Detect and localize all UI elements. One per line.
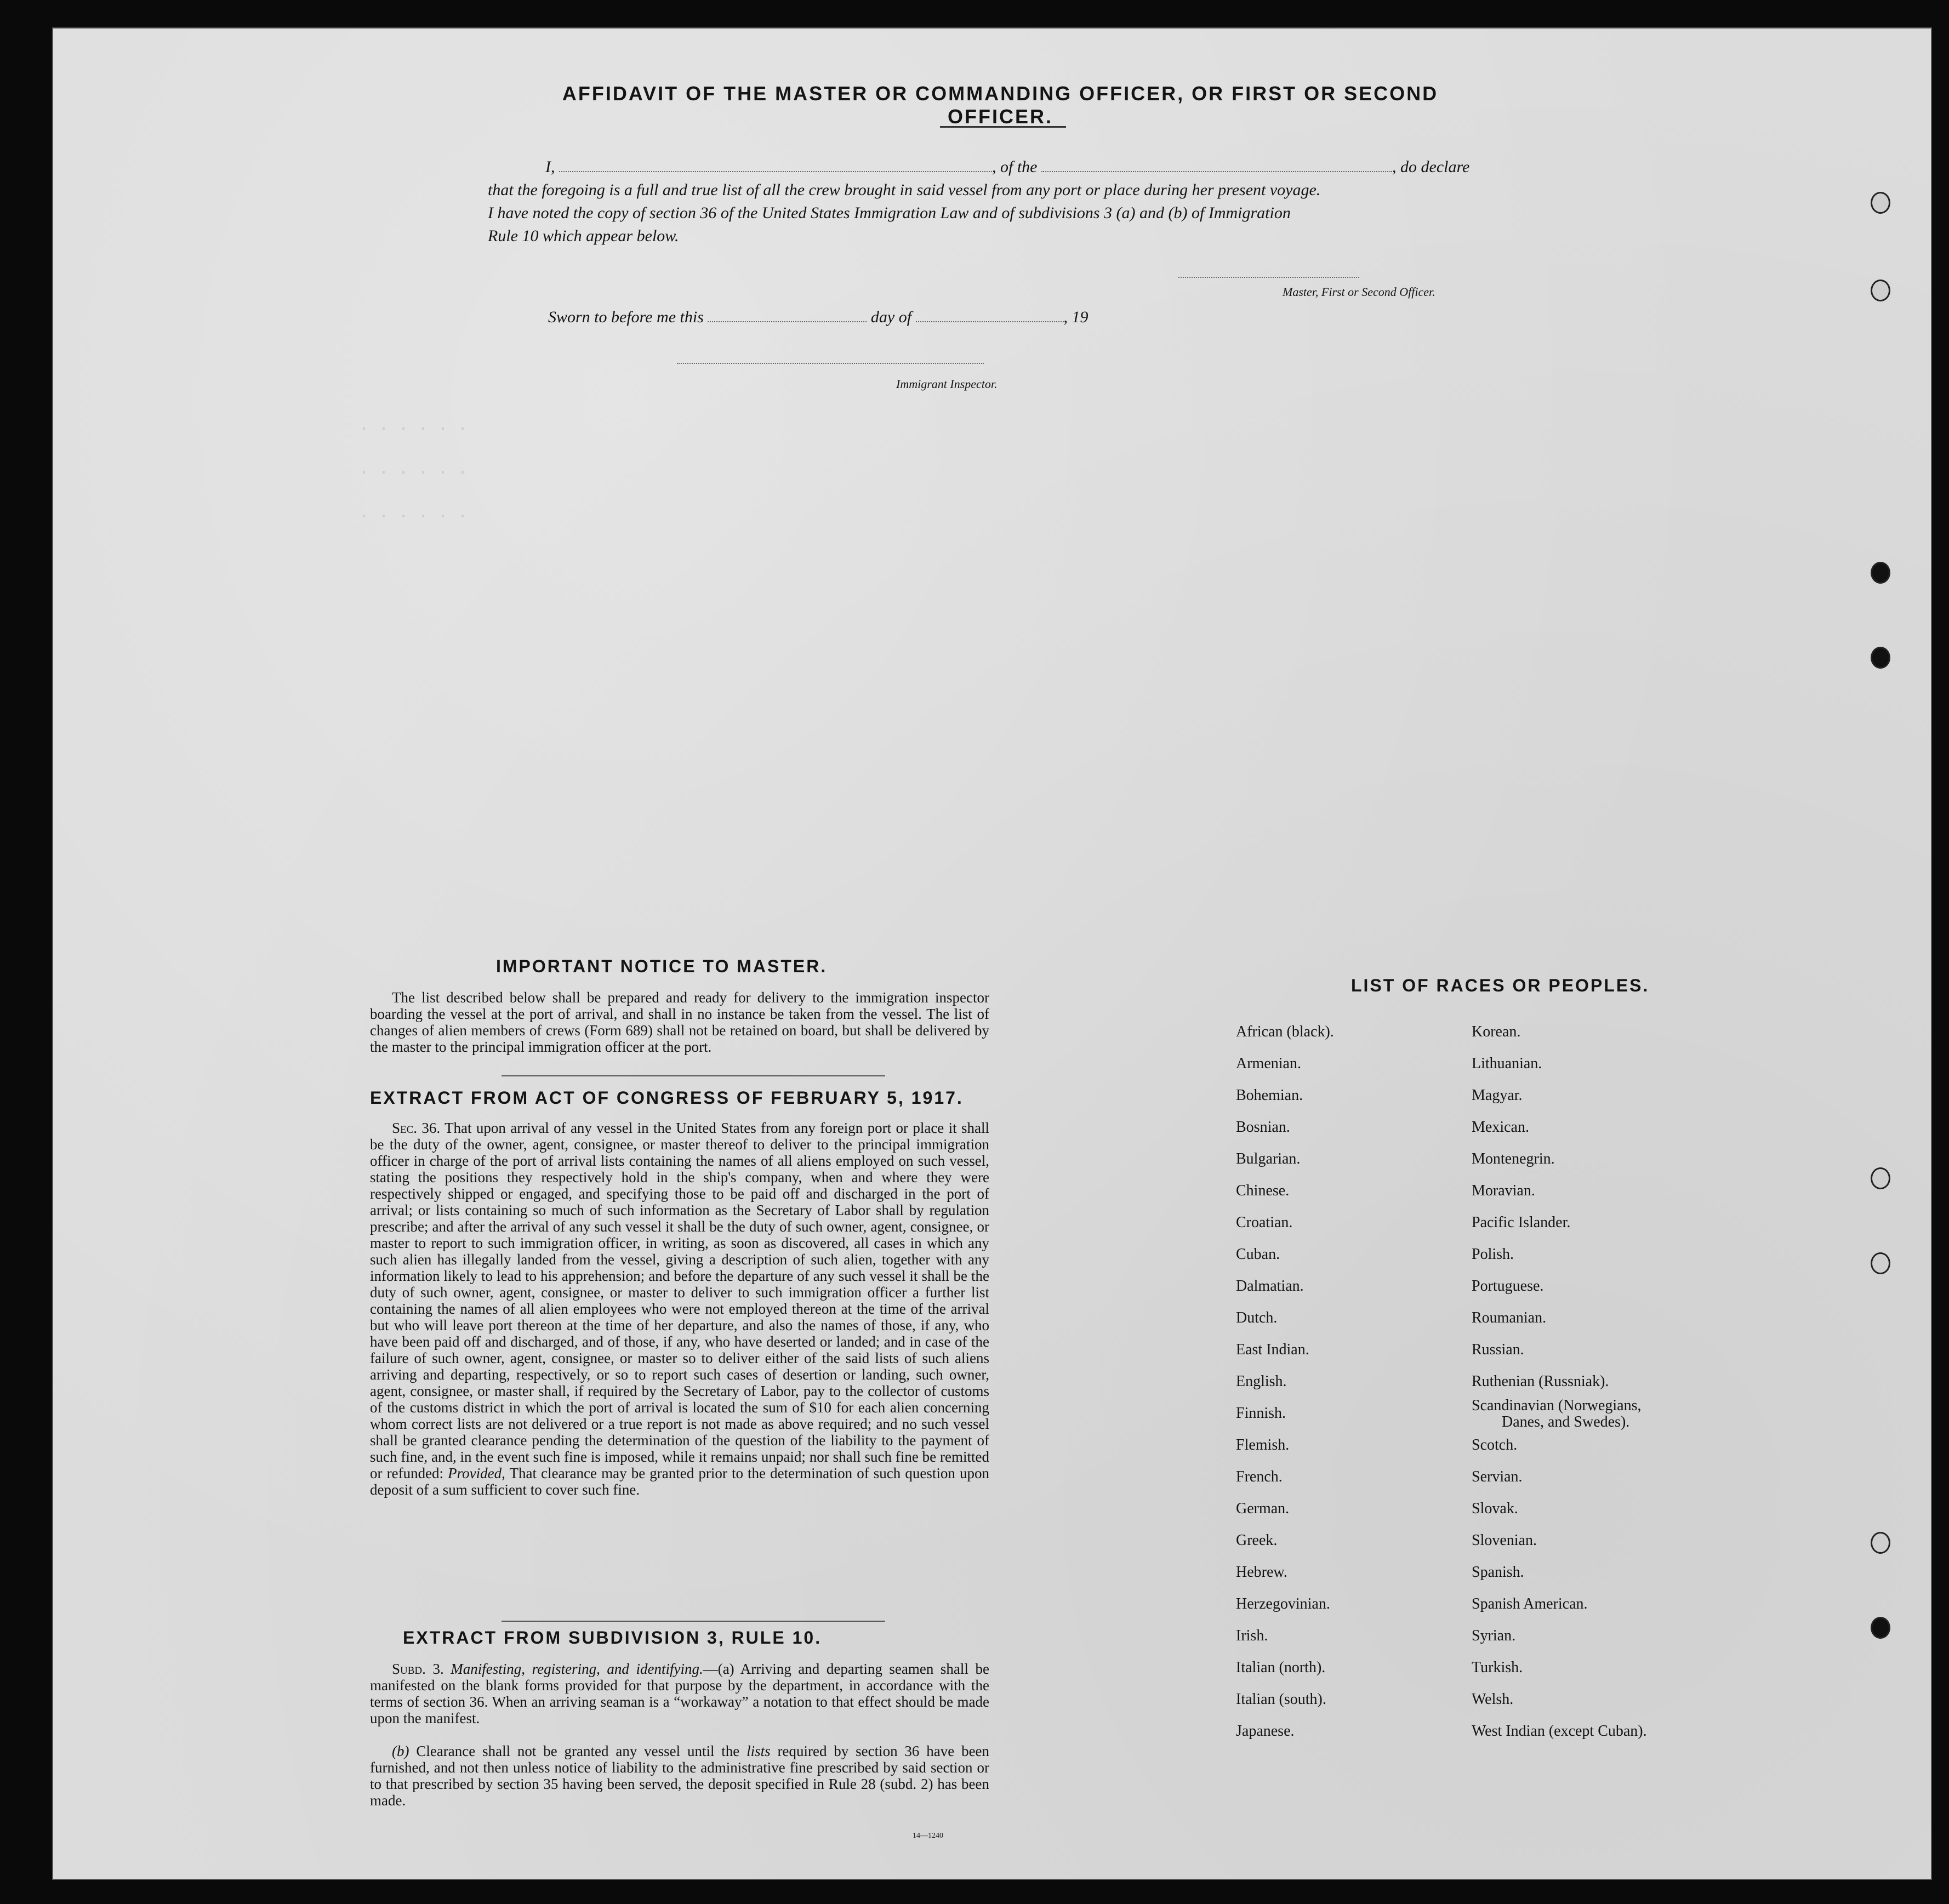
race-item: Irish. bbox=[1236, 1627, 1268, 1644]
day-of-label: day of bbox=[870, 308, 912, 326]
race-item: Servian. bbox=[1472, 1468, 1523, 1485]
subd-para-a-text: —(a) Arriving and departing seamen shall be manifested on the blank forms provided for that purpose by the department, in accordance with the terms of section 36. When an arriving seaman is a “workaway” a notation to that effect should be made upon the manifest. bbox=[370, 1661, 989, 1726]
race-item: Flemish. bbox=[1236, 1436, 1290, 1453]
race-item: Russian. bbox=[1472, 1341, 1524, 1358]
of-the-label: , of the bbox=[992, 158, 1038, 176]
race-item: Hebrew. bbox=[1236, 1564, 1287, 1581]
notice-title: IMPORTANT NOTICE TO MASTER. bbox=[496, 956, 828, 976]
race-item: German. bbox=[1236, 1500, 1290, 1517]
year-label: , 19 bbox=[1063, 308, 1089, 326]
race-item: Slovenian. bbox=[1472, 1532, 1537, 1549]
bleed-through-mark: . . . . . . bbox=[359, 504, 468, 523]
race-item: Armenian. bbox=[1236, 1055, 1301, 1072]
vessel-name-field[interactable] bbox=[1041, 159, 1392, 172]
section-rule bbox=[502, 1621, 885, 1622]
binder-hole-icon bbox=[1871, 280, 1890, 301]
race-item: East Indian. bbox=[1236, 1341, 1309, 1358]
para-b-lists: lists bbox=[746, 1743, 771, 1759]
race-item: Montenegrin. bbox=[1472, 1150, 1555, 1167]
race-item: West Indian (except Cuban). bbox=[1472, 1723, 1647, 1740]
race-item: Cuban. bbox=[1236, 1246, 1280, 1263]
provided-label: Provided, bbox=[448, 1465, 505, 1481]
race-item: Scandinavian (Norwegians, bbox=[1472, 1397, 1642, 1414]
subdivision-paragraph-b bbox=[370, 1743, 989, 1809]
bleed-through-mark: . . . . . . bbox=[359, 460, 468, 479]
binder-hole-icon bbox=[1871, 1167, 1890, 1189]
document-page bbox=[52, 27, 1932, 1880]
binder-hole-icon bbox=[1871, 192, 1890, 214]
race-item: Dutch. bbox=[1236, 1309, 1278, 1326]
affidavit-line-2: that the foregoing is a full and true list of all the crew brought in said vessel from any port or place during her present voyage. bbox=[488, 181, 1321, 199]
race-item: Turkish. bbox=[1472, 1659, 1523, 1676]
binder-hole-icon bbox=[1871, 1617, 1890, 1639]
inspector-signature-line[interactable] bbox=[677, 363, 984, 364]
race-item: Slovak. bbox=[1472, 1500, 1518, 1517]
act-title: EXTRACT FROM ACT OF CONGRESS OF FEBRUARY 5, 1917. bbox=[370, 1088, 964, 1108]
race-item: English. bbox=[1236, 1373, 1287, 1390]
affidavit-title: AFFIDAVIT OF THE MASTER OR COMMANDING OFFICER, OR FIRST OR SECOND OFFICER. bbox=[562, 82, 1439, 128]
race-item: Dalmatian. bbox=[1236, 1278, 1304, 1295]
section-label: Sec. 36. bbox=[392, 1120, 441, 1136]
subdivision-paragraph-a bbox=[370, 1661, 989, 1726]
race-item: Herzegovinian. bbox=[1236, 1595, 1330, 1612]
subd-label: Subd. 3. bbox=[392, 1661, 444, 1677]
race-item: French. bbox=[1236, 1468, 1283, 1485]
race-item: Chinese. bbox=[1236, 1182, 1290, 1199]
affidavit-line-4: Rule 10 which appear below. bbox=[488, 227, 679, 245]
subdivision-title: EXTRACT FROM SUBDIVISION 3, RULE 10. bbox=[403, 1628, 822, 1648]
notice-paragraph: The list described below shall be prepared and ready for delivery to the immigration inspector boarding the vessel at the port of arrival, and shall in no instance be taken from the vessel. The list of changes of alien members of crews (Form 689) shall not be retained on board, but shall be delivered by the master to the principal immigration officer at the port. bbox=[370, 989, 989, 1055]
race-item: Bohemian. bbox=[1236, 1087, 1303, 1104]
race-item: Greek. bbox=[1236, 1532, 1278, 1549]
do-declare-label: , do declare bbox=[1392, 158, 1470, 176]
para-b-label: (b) bbox=[392, 1743, 409, 1759]
master-signature-line[interactable] bbox=[1178, 277, 1359, 278]
sworn-line bbox=[548, 308, 1089, 327]
race-item: African (black). bbox=[1236, 1023, 1334, 1040]
race-item: Moravian. bbox=[1472, 1182, 1535, 1199]
act-body-end: That clearance may be granted prior to the determination of such question upon deposit of a sum sufficient to cover such fine. bbox=[370, 1465, 990, 1498]
master-name-field[interactable] bbox=[559, 159, 992, 172]
race-item: Syrian. bbox=[1472, 1627, 1516, 1644]
i-label: I, bbox=[545, 158, 555, 176]
race-item: Finnish. bbox=[1236, 1405, 1286, 1422]
races-title: LIST OF RACES OR PEOPLES. bbox=[1351, 976, 1650, 995]
race-item: Scotch. bbox=[1472, 1436, 1518, 1453]
sworn-day-field[interactable] bbox=[708, 309, 867, 322]
section-rule bbox=[502, 1075, 885, 1076]
race-item: Bosnian. bbox=[1236, 1119, 1290, 1136]
title-rule bbox=[940, 126, 1066, 128]
binder-hole-icon bbox=[1871, 647, 1890, 669]
race-item: Croatian. bbox=[1236, 1214, 1293, 1231]
race-item: Pacific Islander. bbox=[1472, 1214, 1571, 1231]
para-b-text-1: Clearance shall not be granted any vessel until the bbox=[416, 1743, 740, 1759]
act-paragraph bbox=[370, 1120, 989, 1498]
race-item: Lithuanian. bbox=[1472, 1055, 1542, 1072]
sworn-label: Sworn to before me this bbox=[548, 308, 704, 326]
race-item: Ruthenian (Russniak). bbox=[1472, 1373, 1609, 1390]
race-item: Spanish American. bbox=[1472, 1595, 1588, 1612]
para-b-text-2: required by section 36 have been furnished, and not then unless notice of liability to the administrative fine prescribed by said section or to that prescribed by section 35 having been served, the deposit specified in Rule 28 (subd. 2) has been made. bbox=[370, 1743, 990, 1809]
race-item: Mexican. bbox=[1472, 1119, 1529, 1136]
affidavit-line-3: I have noted the copy of section 36 of the United States Immigration Law and of subdivisions 3 (a) and (b) of Immigration bbox=[488, 204, 1291, 222]
act-body: That upon arrival of any vessel in the United States from any foreign port or place it shall be the duty of the owner, agent, consignee, or master thereof to deliver to the principal immigration officer in charge of the port of arrival lists containing the names of all aliens employed on such vessel, stating the positions they respectively hold in the ship's company, when and where they were respectively shipped or engaged, and specifying those to be paid off and discharged in the port of arrival; or lists containing so much of such information as the Secretary of Labor shall by regulation prescribe; and after the arrival of any such vessel it shall be the duty of such owner, agent, consignee, or master to report to such immigration officer, in writing, as soon as discovered, all cases in which any such alien has illegally landed from the vessel, giving a description of such alien, together with any information likely to lead to his apprehension; and before the departure of any such vessel it shall be the duty of such owner, agent, consignee, or master to deliver to such immigration officer a further list containing the names of all alien employees who were not employed thereon at the time of the arrival but who will leave port thereon at the time of her departure, and also the names of those, if any, who have been paid off and discharged, and of those, if any, who have deserted or landed; and in case of the failure of such owner, agent, consignee, or master so to deliver either of the said lists of such aliens arriving and departing, respectively, or so to report such cases of desertion or landing, such owner, agent, consignee, or master shall, if required by the Secretary of Labor, pay to the collector of customs of the customs district in which the port of arrival is located the sum of $10 for each alien concerning whom correct lists are not delivered or a true report is not made as above required; and no such vessel shall be granted clearance pending the determination of the question of the liability to the payment of such fine, and, in the event such fine is imposed, while it remains unpaid; nor shall such fine be remitted or refunded: bbox=[370, 1120, 990, 1481]
race-item: Polish. bbox=[1472, 1246, 1514, 1263]
race-item: Portuguese. bbox=[1472, 1278, 1544, 1295]
bleed-through-mark: . . . . . . bbox=[359, 417, 468, 435]
form-code: 14—1240 bbox=[913, 1832, 943, 1840]
affidavit-line-1 bbox=[545, 158, 1469, 176]
race-item: Korean. bbox=[1472, 1023, 1521, 1040]
master-signature-label: Master, First or Second Officer. bbox=[1283, 285, 1435, 299]
race-item: Spanish. bbox=[1472, 1564, 1524, 1581]
subd-heading: Manifesting, registering, and identifying. bbox=[451, 1661, 703, 1677]
binder-hole-icon bbox=[1871, 1532, 1890, 1554]
race-item: Japanese. bbox=[1236, 1723, 1295, 1740]
race-item-continuation: Danes, and Swedes). bbox=[1502, 1413, 1630, 1430]
race-item: Welsh. bbox=[1472, 1691, 1514, 1708]
race-item: Italian (south). bbox=[1236, 1691, 1326, 1708]
inspector-label: Immigrant Inspector. bbox=[896, 377, 998, 391]
binder-hole-icon bbox=[1871, 562, 1890, 584]
race-item: Bulgarian. bbox=[1236, 1150, 1301, 1167]
race-item: Roumanian. bbox=[1472, 1309, 1547, 1326]
race-item: Magyar. bbox=[1472, 1087, 1523, 1104]
race-item: Italian (north). bbox=[1236, 1659, 1326, 1676]
sworn-month-field[interactable] bbox=[916, 309, 1064, 322]
binder-hole-icon bbox=[1871, 1252, 1890, 1274]
